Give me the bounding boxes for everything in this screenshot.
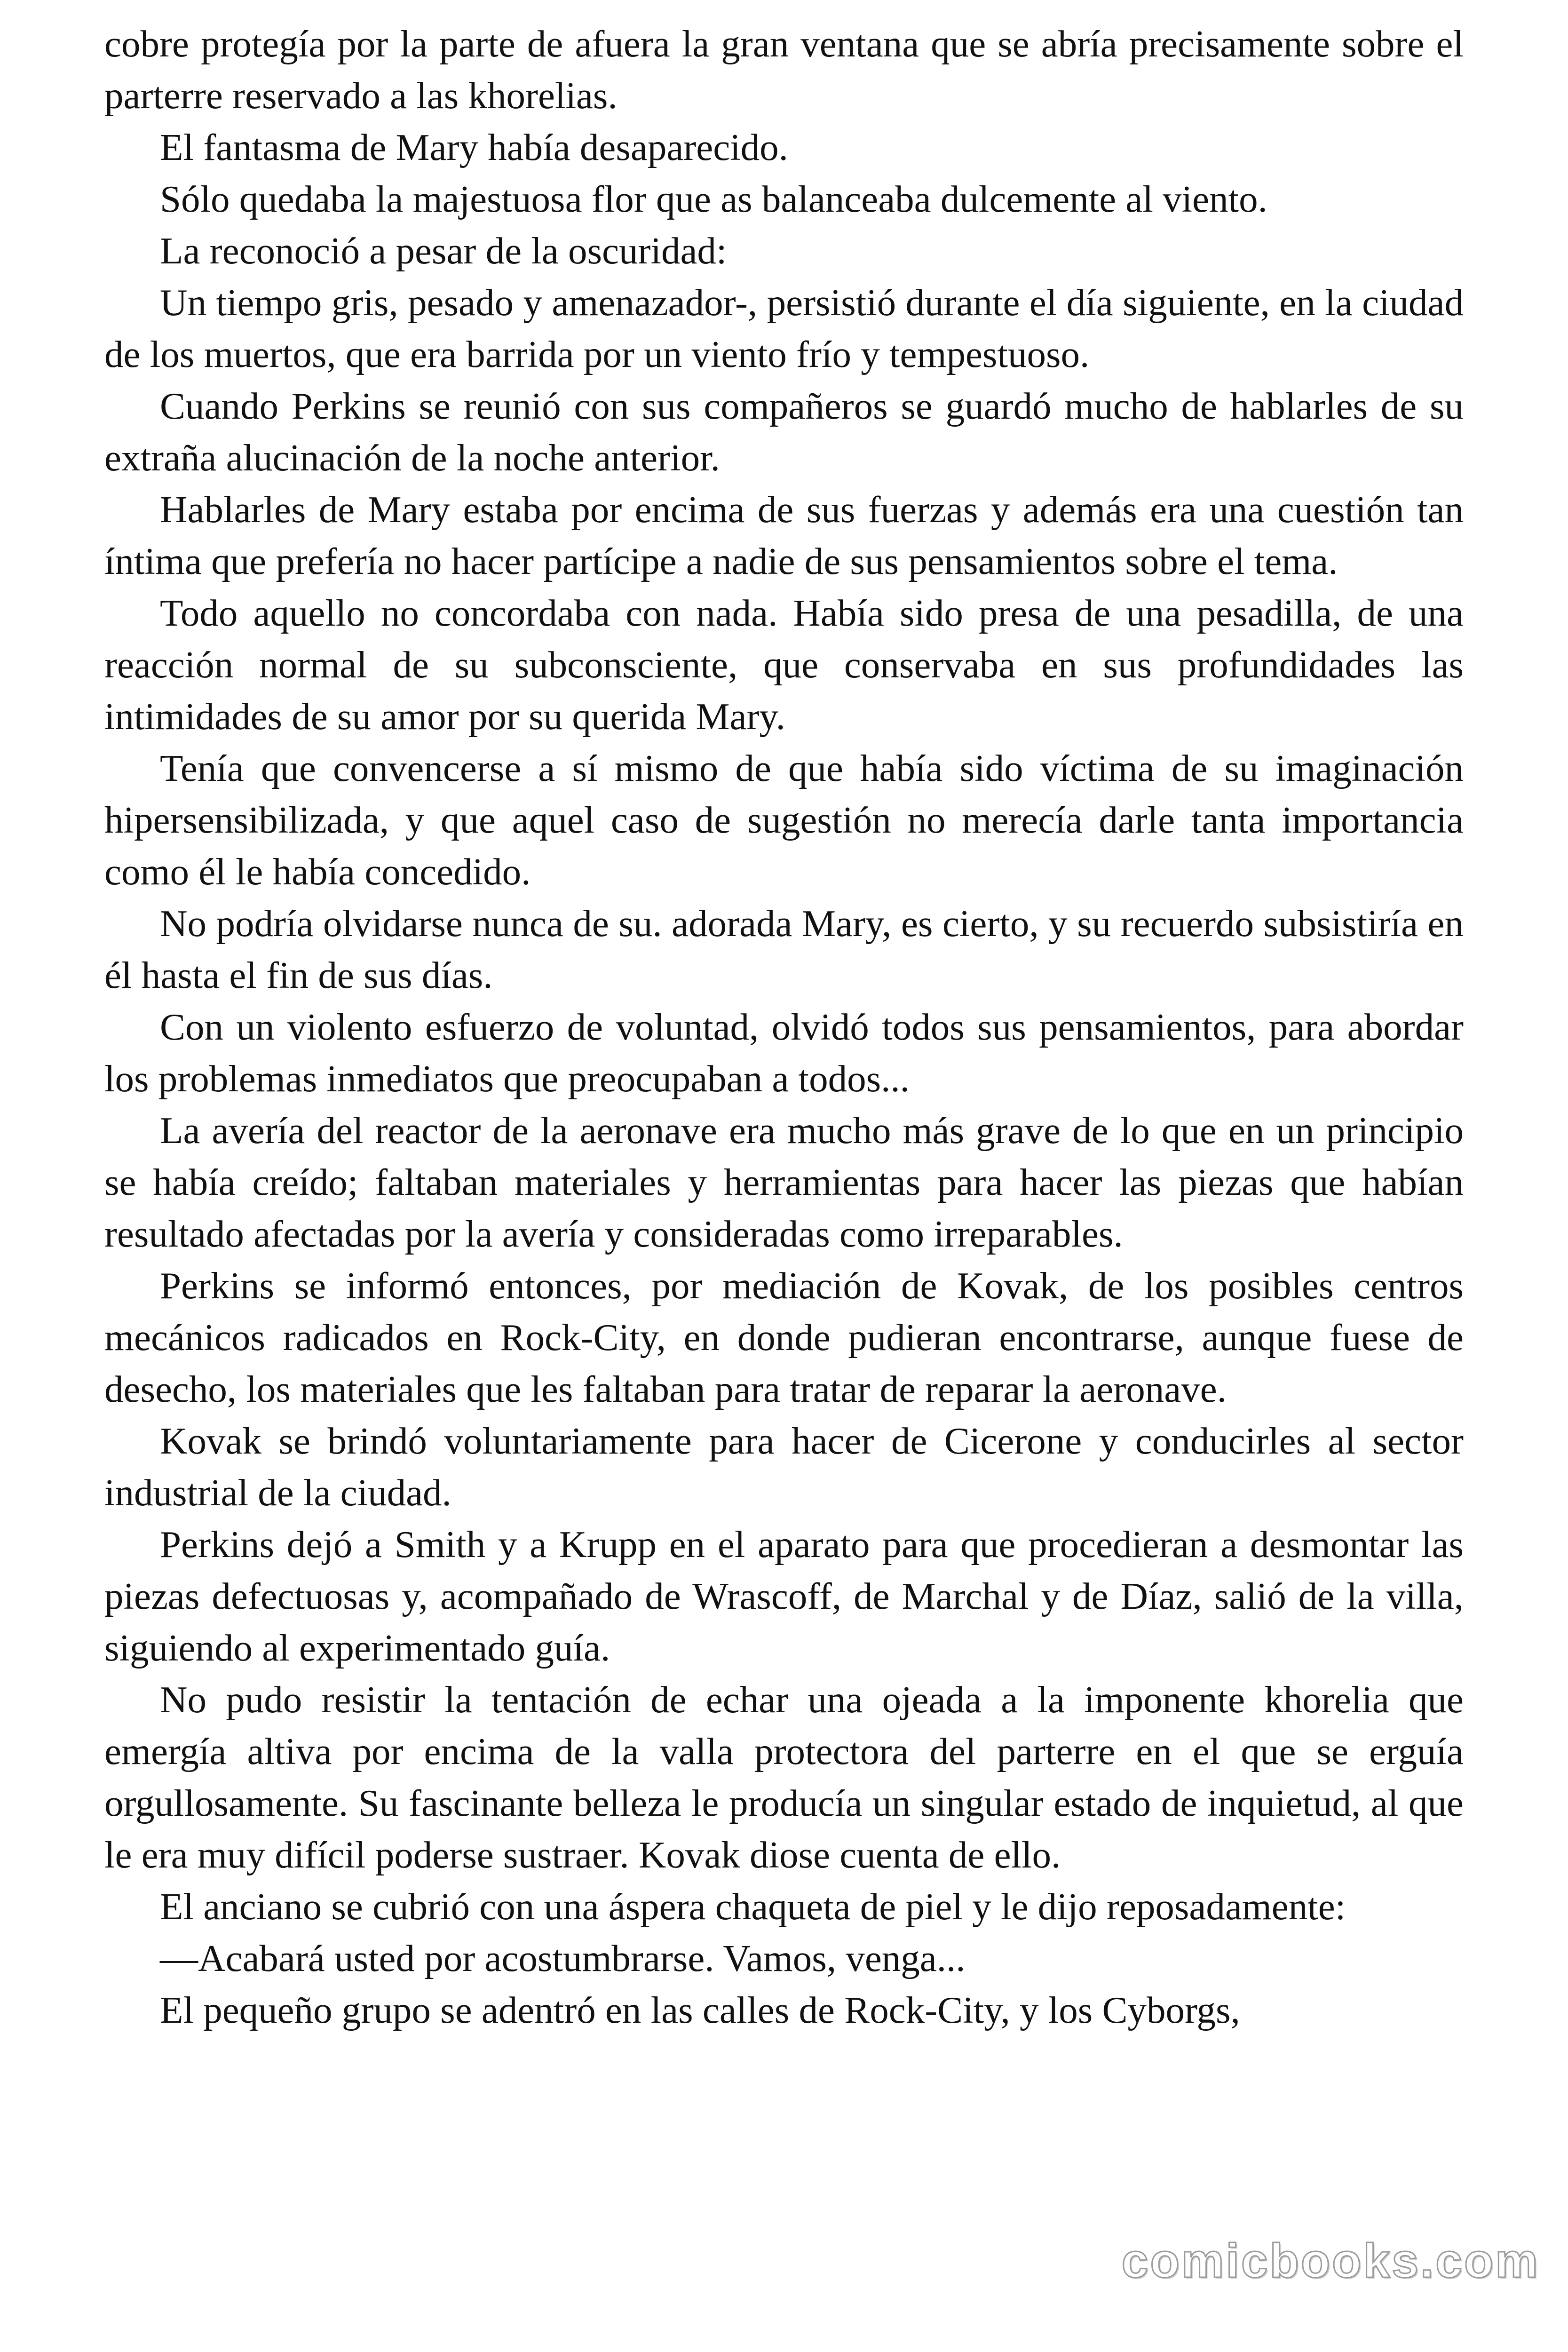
- paragraph: Perkins se informó entonces, por mediación de Kovak, de los posibles centros mecánicos radicados en Rock-City, en donde pudieran encontrarse, aunque fuese de desecho, los materiales que les faltaban para tratar de reparar la aeronave.: [104, 1264, 1464, 1410]
- paragraph: La reconoció a pesar de la oscuridad:: [160, 230, 727, 272]
- paragraph: Un tiempo gris, pesado y amenazador-, persistió durante el día siguiente, en la ciudad de los muertos, que era barrida por un viento frío y tempestuoso.: [104, 281, 1464, 375]
- paragraph: No podría olvidarse nunca de su. adorada Mary, es cierto, y su recuerdo subsistiría en él hasta el fin de sus días.: [104, 902, 1464, 996]
- paragraph: No pudo resistir la tentación de echar una ojeada a la imponente khorelia que emergía altiva por encima de la valla protectora del parterre en el que se erguía orgullosamente. Su fascinante belleza le producía un singular estado de inquietud, al que le era muy difícil poderse sustraer. Kovak diose cuenta de ello.: [104, 1678, 1464, 1876]
- paragraph: Cuando Perkins se reunió con sus compañeros se guardó mucho de hablarles de su extraña alucinación de la noche anterior.: [104, 385, 1464, 479]
- paragraph-last-line: El pequeño grupo se adentró en las calles de Rock-City, y los Cyborgs,: [160, 1989, 1240, 2031]
- paragraph: Con un violento esfuerzo de voluntad, olvidó todos sus pensamientos, para abordar los problemas inmediatos que preocupaban a todos...: [104, 1006, 1464, 1100]
- watermark-logo: comicbooks.com: [1121, 2234, 1540, 2288]
- paragraph: El anciano se cubrió con una áspera chaqueta de piel y le dijo reposadamente:: [160, 1885, 1346, 1928]
- paragraph: Hablarles de Mary estaba por encima de sus fuerzas y además era una cuestión tan íntima que prefería no hacer partícipe a nadie de sus pensamientos sobre el tema.: [104, 488, 1464, 582]
- paragraph: Todo aquello no concordaba con nada. Había sido presa de una pesadilla, de una reacción normal de su subconsciente, que conservaba en sus profundidades las intimidades de su amor por su querida Mary.: [104, 592, 1464, 738]
- paragraph: La avería del reactor de la aeronave era mucho más grave de lo que en un principio se había creído; faltaban materiales y herramientas para hacer las piezas que habían resultado afectadas por la avería y consideradas como irreparables.: [104, 1109, 1464, 1255]
- document-page: [104, 18, 1464, 2036]
- paragraph-dialogue: —Acabará usted por acostumbrarse. Vamos, venga...: [160, 1937, 966, 1979]
- paragraph: Kovak se brindó voluntariamente para hacer de Cicerone y conducirles al sector industrial de la ciudad.: [104, 1420, 1464, 1514]
- paragraph: Tenía que convencerse a sí mismo de que había sido víctima de su imaginación hipersensibilizada, y que aquel caso de sugestión no merecía darle tanta importancia como él le había concedido.: [104, 747, 1464, 893]
- paragraph: Perkins dejó a Smith y a Krupp en el aparato para que procedieran a desmontar las piezas defectuosas y, acompañado de Wrascoff, de Marchal y de Díaz, salió de la villa, siguiendo al experimentado guía.: [104, 1523, 1464, 1669]
- paragraph: Sólo quedaba la majestuosa flor que as balanceaba dulcemente al viento.: [160, 178, 1267, 220]
- paragraph-continuation: cobre protegía por la parte de afuera la gran ventana que se abría precisamente sobre el parterre reservado a las khorelias.: [104, 23, 1464, 117]
- paragraph: El fantasma de Mary había desaparecido.: [160, 126, 788, 168]
